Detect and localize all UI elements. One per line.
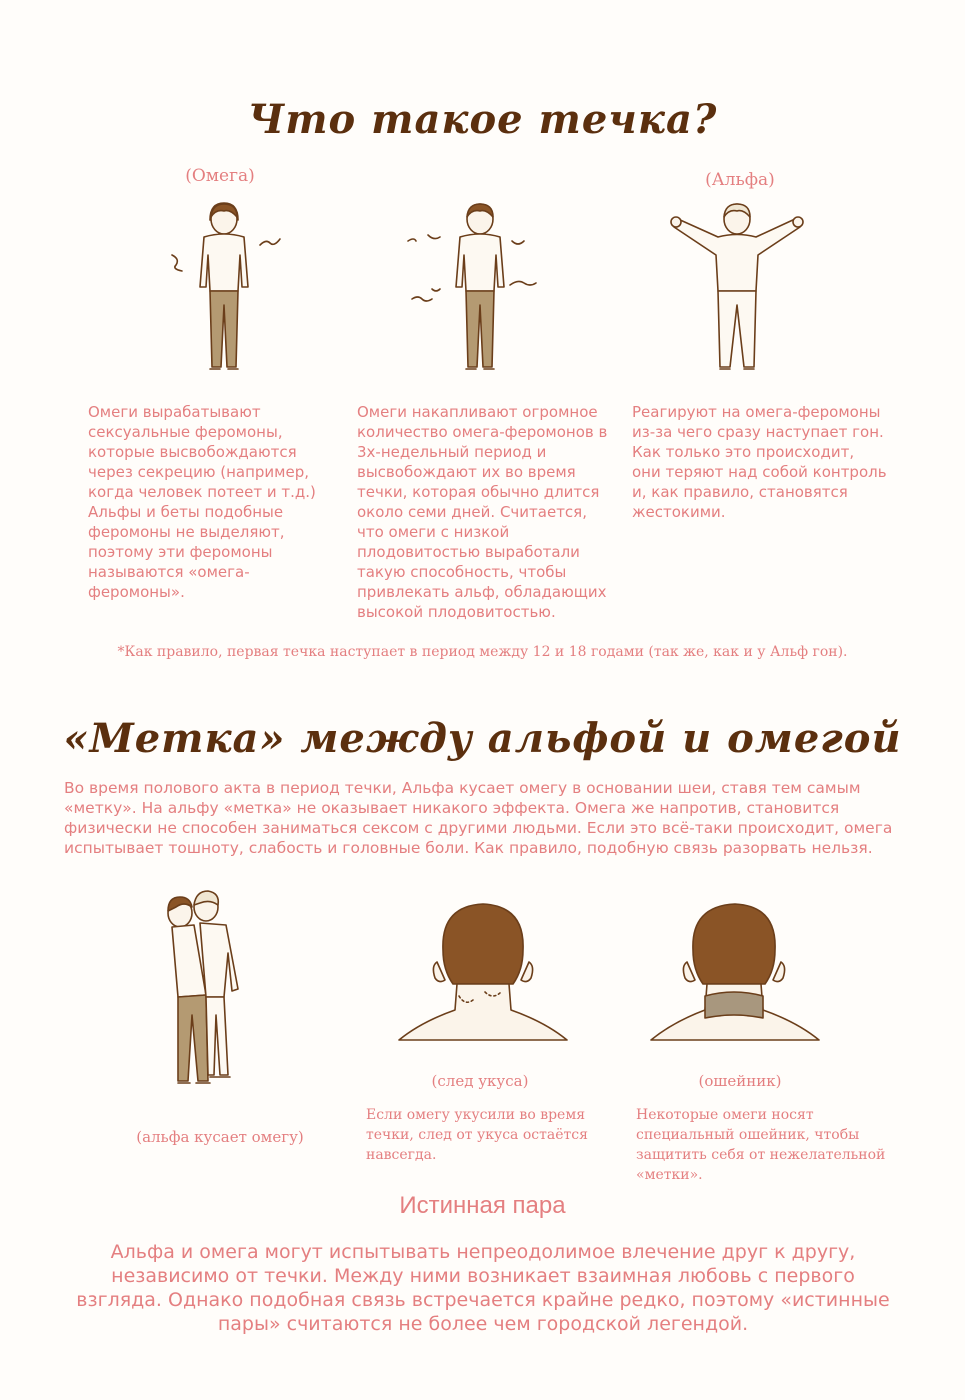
bite-figure	[150, 885, 260, 1095]
mark-description: Если омегу укусили во время течки, след от укуса остаётся навсегда.	[366, 1107, 588, 1163]
alpha-figure	[660, 195, 810, 380]
section-mark-title: «Метка» между альфой и омегой	[63, 715, 902, 762]
heat-description: Омеги накапливают огромное количество омега-феромонов в 3х-недельный период и высвобождают их во время течки, которая обычно длится около семи дней. Считается, что омеги с низкой плодовитостью выработали такую способность, чтобы привлекать альф, обладающих высокой плодовитостью.	[357, 403, 608, 621]
omega-heat-figure	[400, 195, 560, 380]
collar-caption: (ошейник)	[698, 1072, 782, 1090]
mark-intro: Во время полового акта в период течки, Альфа кусает омегу в основании шеи, ставя тем самым «метку». На альфу «метка» не оказывает никакого эффекта. Омега же напротив, становится физически не способен заниматься сексом с другими людьми. Если это всё-таки происходит, омега испытывает тошноту, слабость и головные боли. Как правило, подобную связь разорвать нельзя.	[64, 779, 893, 857]
bite-caption: (альфа кусает омегу)	[136, 1128, 304, 1146]
bite-mark-neck	[395, 900, 575, 1050]
omega-label: (Омега)	[185, 166, 255, 186]
footnote: *Как правило, первая течка наступает в период между 12 и 18 годами (так же, как и у Альф гон).	[117, 644, 848, 660]
section-heat-title: Что такое течка?	[247, 96, 718, 143]
collar-description: Некоторые омеги носят специальный ошейник, чтобы защитить себя от нежелательной «метки».	[636, 1107, 886, 1183]
collar-neck	[645, 900, 825, 1050]
alpha-description: Реагируют на омега-феромоны из-за чего сразу наступает гон. Как только это происходит, они теряют над собой контроль и, как правило, становятся жестокими.	[632, 403, 887, 521]
mark-caption: (след укуса)	[431, 1072, 529, 1090]
true-pair-title: Истинная пара	[399, 1192, 566, 1219]
omega-description: Омеги вырабатывают сексуальные феромоны, которые высвобождаются через секрецию (например, когда человек потеет и т.д.) Альфы и беты подобные феромоны не выделяют, поэтому эти феромоны называются «омега-феромоны».	[88, 403, 316, 601]
alpha-label: (Альфа)	[705, 170, 775, 190]
omega-figure	[150, 195, 300, 380]
true-pair-description: Альфа и омега могут испытывать непреодолимое влечение друг к другу, независимо от течки. Между ними возникает взаимная любовь с первого взгляда. Однако подобная связь встречается крайне редко, поэтому «истинные пары» считаются не более чем городской легендой.	[76, 1241, 890, 1335]
